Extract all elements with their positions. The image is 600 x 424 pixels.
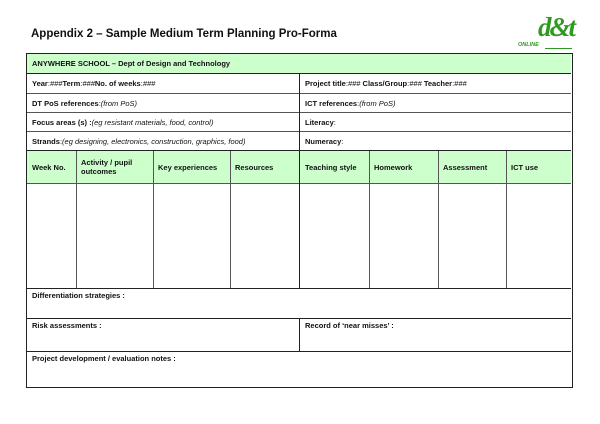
ict-references-field[interactable]: ICT references : (from PoS) bbox=[305, 99, 396, 108]
logo-underline bbox=[545, 48, 572, 49]
column-divider bbox=[153, 151, 154, 288]
ict-use-cell[interactable] bbox=[506, 184, 571, 288]
column-divider bbox=[299, 318, 300, 351]
column-divider bbox=[506, 151, 507, 288]
numeracy-field[interactable]: Numeracy : bbox=[305, 137, 344, 146]
differentiation-strategies-field[interactable]: Differentiation strategies : bbox=[32, 291, 125, 300]
col-week-no: Week No. bbox=[27, 151, 76, 183]
focus-areas-field[interactable]: Focus areas (s) : (eg resistant materials, food, control) bbox=[32, 118, 214, 127]
literacy-field[interactable]: Literacy : bbox=[305, 118, 336, 127]
col-resources: Resources bbox=[230, 151, 300, 183]
logo-subtitle: ONLINE bbox=[518, 42, 539, 48]
planning-form bbox=[26, 53, 573, 388]
school-header bbox=[27, 54, 571, 73]
logo-mark: d&t bbox=[537, 12, 574, 42]
homework-cell[interactable] bbox=[369, 184, 438, 288]
assessment-cell[interactable] bbox=[438, 184, 506, 288]
project-class-teacher-field[interactable]: Project title : ### Class/Group : ### Teacher : ### bbox=[305, 79, 467, 88]
dt-pos-references-field[interactable]: DT PoS references : (from PoS) bbox=[32, 99, 138, 108]
week-no-cell[interactable] bbox=[27, 184, 76, 288]
col-teaching-style: Teaching style bbox=[300, 151, 369, 183]
resources-cell[interactable] bbox=[230, 184, 300, 288]
key-experiences-cell[interactable] bbox=[153, 184, 230, 288]
column-divider bbox=[299, 151, 300, 288]
year-term-weeks-field[interactable]: Year : ### Term : ### No. of weeks : ### bbox=[32, 79, 156, 88]
dt-online-logo-icon bbox=[512, 14, 574, 54]
column-divider bbox=[76, 151, 77, 288]
col-assessment: Assessment bbox=[438, 151, 506, 183]
project-development-notes-field[interactable]: Project development / evaluation notes : bbox=[32, 354, 176, 363]
column-divider bbox=[230, 151, 231, 288]
school-header-text: ANYWHERE SCHOOL – Dept of Design and Technology bbox=[32, 59, 231, 68]
col-homework: Homework bbox=[369, 151, 438, 183]
column-divider bbox=[369, 151, 370, 288]
strands-field[interactable]: Strands : (eg designing, electronics, construction, graphics, food) bbox=[32, 137, 246, 146]
column-divider bbox=[299, 73, 300, 151]
page-title: Appendix 2 – Sample Medium Term Planning Pro-Forma bbox=[31, 28, 337, 40]
activity-outcomes-cell[interactable] bbox=[76, 184, 153, 288]
column-divider bbox=[438, 151, 439, 288]
col-activity-outcomes: Activity / pupil outcomes bbox=[76, 151, 153, 183]
risk-assessments-field[interactable]: Risk assessments : bbox=[32, 321, 102, 330]
col-key-experiences: Key experiences bbox=[153, 151, 230, 183]
col-ict-use: ICT use bbox=[506, 151, 571, 183]
teaching-style-cell[interactable] bbox=[300, 184, 369, 288]
near-misses-field[interactable]: Record of ‘near misses’ : bbox=[305, 321, 394, 330]
